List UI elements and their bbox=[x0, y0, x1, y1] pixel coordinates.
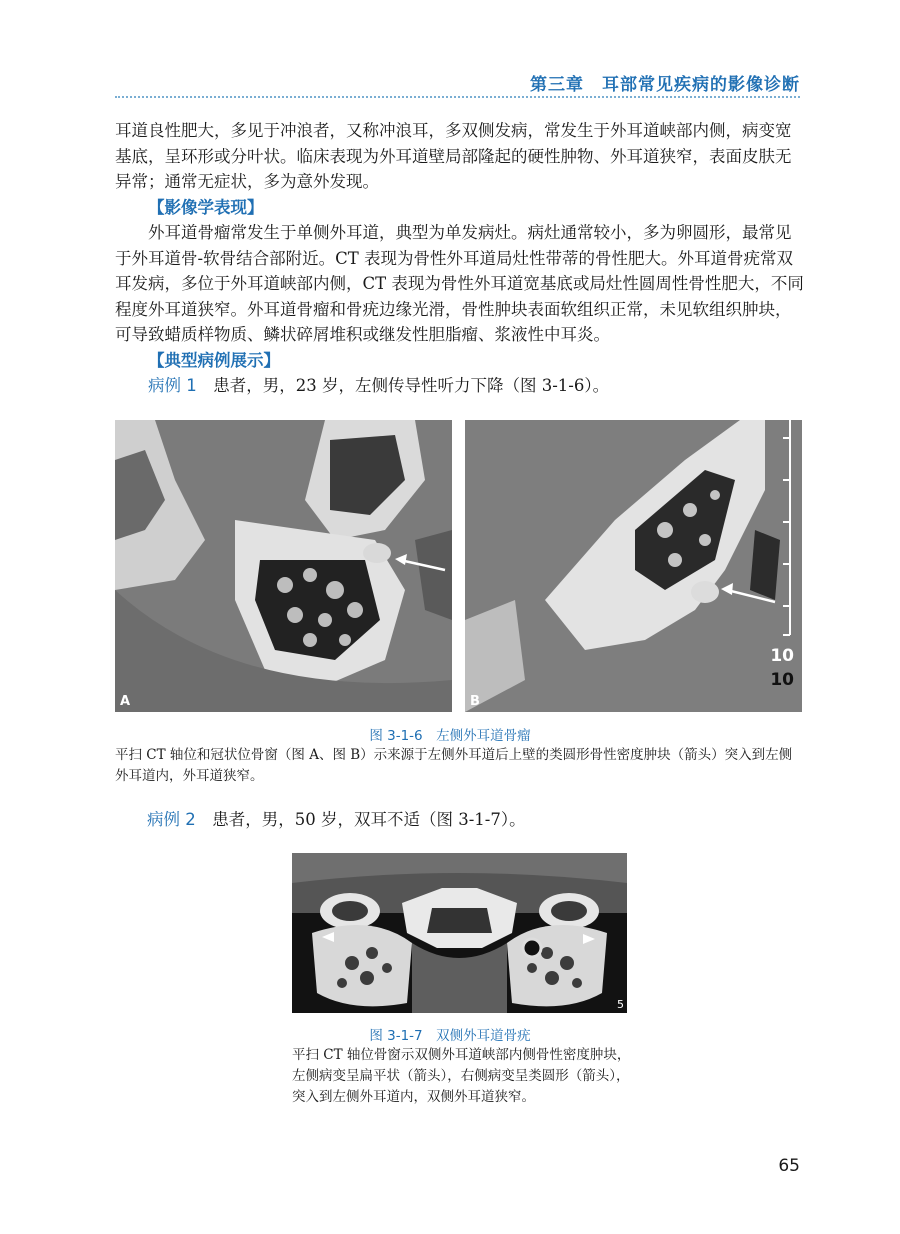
case-2-text: 患者，男，50 岁，双耳不适（图 3-1-7）。 bbox=[212, 810, 526, 829]
figure-1-caption: 平扫 CT 轴位和冠状位骨窗（图 A、图 B）示来源于左侧外耳道后上壁的类圆形骨性密度肿块（箭头）突入到左侧外耳道内，外耳道狭窄。 bbox=[115, 747, 793, 784]
panel-b-marker-1: 10 bbox=[770, 646, 794, 666]
panel-a-label: A bbox=[120, 694, 131, 709]
body-text bbox=[115, 118, 805, 399]
panel-b-label: B bbox=[470, 694, 480, 709]
paragraph-1: 耳道良性肥大，多见于冲浪者，又称冲浪耳，多双侧发病，常发生于外耳道峡部内侧，病变宽基底，呈环形或分叶状。临床表现为外耳道壁局部隆起的硬性肿物、外耳道狭窄，表面皮肤无异常；通常无症状，多为意外发现。 bbox=[115, 121, 792, 191]
section-heading-cases: 【典型病例展示】 bbox=[148, 350, 280, 370]
ct-image-figure-2 bbox=[292, 853, 627, 1013]
chapter-title: 第三章 耳部常见疾病的影像诊断 bbox=[530, 75, 800, 95]
figure-2-corner-mark: 5 bbox=[617, 998, 624, 1011]
case-1-line bbox=[115, 373, 805, 399]
case-2-line bbox=[147, 806, 526, 830]
case-1-label: 病例 1 bbox=[148, 376, 197, 395]
figure-2-caption: 平扫 CT 轴位骨窗示双侧外耳道峡部内侧骨性密度肿块，左侧病变呈扁平状（箭头），右侧病变呈类圆形（箭头），突入到左侧外耳道内，双侧外耳道狭窄。 bbox=[292, 1047, 631, 1105]
case-1-text: 患者，男，23 岁，左侧传导性听力下降（图 3-1-6）。 bbox=[213, 376, 610, 395]
case-2-label: 病例 2 bbox=[147, 810, 196, 829]
figure-1-title: 图 3-1-6 左侧外耳道骨瘤 bbox=[369, 728, 531, 744]
page-number: 65 bbox=[778, 1156, 800, 1176]
ct-image-panel-b bbox=[465, 420, 802, 712]
ct-image-panel-a bbox=[115, 420, 452, 712]
running-header bbox=[115, 68, 800, 98]
figure-2-title: 图 3-1-7 双侧外耳道骨疣 bbox=[369, 1028, 531, 1044]
paragraph-2: 外耳道骨瘤常发生于单侧外耳道，典型为单发病灶。病灶通常较小，多为卵圆形，最常见于外耳道骨-软骨结合部附近。CT 表现为骨性外耳道局灶性带蒂的骨性肥大。外耳道骨疣常双耳发病，多位于外耳道峡部内侧，CT 表现为骨性外耳道宽基底或局灶性圆周性骨性肥大，不同程度外耳道狭窄。外耳道骨瘤和骨疣边缘光滑，骨性肿块表面软组织正常，未见软组织肿块，可导致蜡质样物质、鳞状碎屑堆积或继发性胆脂瘤、浆液性中耳炎。 bbox=[115, 223, 804, 344]
panel-b-marker-2: 10 bbox=[770, 670, 794, 690]
section-heading-imaging: 【影像学表现】 bbox=[148, 197, 264, 217]
